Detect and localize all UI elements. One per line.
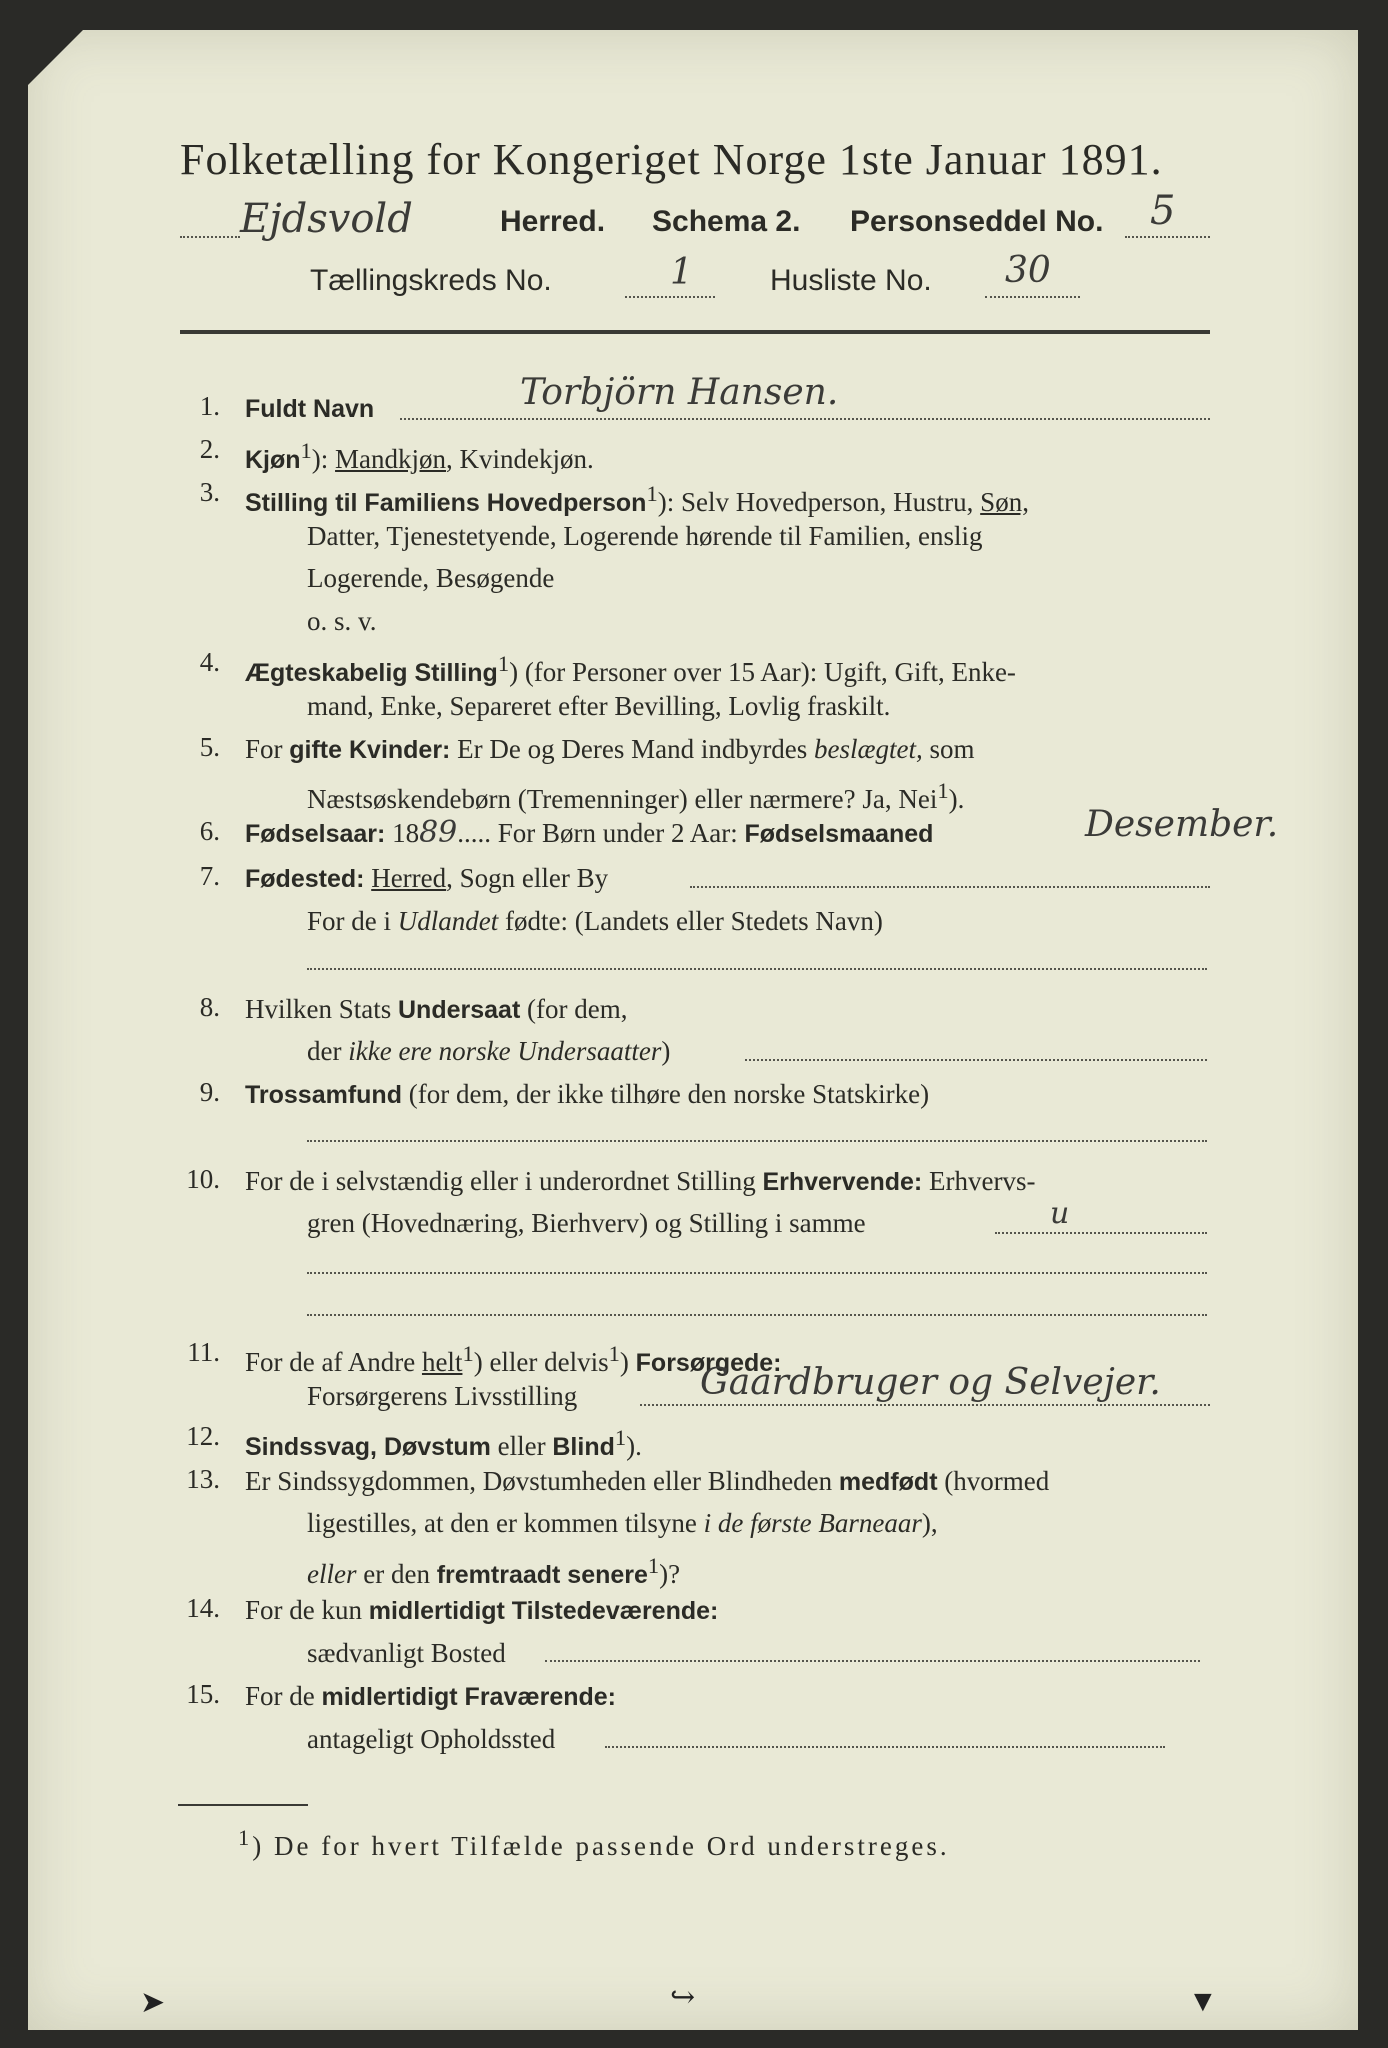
item-15-line-2: antageligt Opholdssted <box>307 1724 556 1754</box>
schema-label: Schema 2. <box>652 205 801 238</box>
item-number-15: 15. <box>186 1679 220 1709</box>
margin-mark-left: ➤ <box>140 1986 166 2019</box>
q7-line2-end: fødte: (Landets eller Stedets Navn) <box>498 906 883 936</box>
item-number-2: 2. <box>199 434 220 464</box>
fremtraadt-senere-label: fremtraadt senere <box>436 1561 648 1589</box>
personseddel-label: Personseddel No. <box>850 205 1104 238</box>
item-11-line-2: Forsørgerens Livsstilling <box>307 1381 578 1411</box>
stilling-text: ): Selv Hovedperson, Hustru, <box>657 487 981 517</box>
item-number-12: 12. <box>186 1421 220 1451</box>
q5-line2-text: Næstsøskendebørn (Tremenninger) eller nærmere? Ja, Nei <box>307 784 938 814</box>
fuldt-navn-label: Fuldt Navn <box>245 395 375 423</box>
item-13-line-3 <box>307 1549 680 1592</box>
q6-text: For Børn under 2 Aar: <box>491 818 745 848</box>
footnote-ref: 1 <box>300 438 312 463</box>
item-10-line-4-dots <box>307 1314 1207 1316</box>
mandkjon-option: Mandkjøn <box>335 444 447 474</box>
item-number-4: 4. <box>199 647 220 677</box>
item-8-line-2 <box>307 1034 670 1068</box>
q5-text-end: som <box>922 734 975 764</box>
item-10-line-2: gren (Hovednæring, Bierhverv) og Stilling i samme <box>307 1208 866 1238</box>
item-6-line: Fødselsaar: 1889..... For Børn under 2 Aar: Fødselsmaaned <box>245 815 934 850</box>
item-11-dots <box>640 1404 1210 1406</box>
aegteskabelig-text: ) (for Personer over 15 Aar): Ugift, Gift, Enke- <box>509 657 1016 687</box>
item-number-8: 8. <box>199 992 220 1022</box>
footnote-ref: 1 <box>462 1341 474 1366</box>
item-4-line-1 <box>245 647 1016 690</box>
footnote-ref: 1 <box>646 481 658 506</box>
stilling-label: Stilling til Familiens Hovedperson <box>245 489 647 517</box>
item-number-7: 7. <box>199 861 220 891</box>
medfodt-label: medfødt <box>838 1468 938 1496</box>
occupation-value: u <box>1050 1196 1070 1231</box>
birth-month-value: Desember. <box>1085 804 1279 845</box>
item-1-label <box>245 391 374 426</box>
folded-corner <box>28 30 83 85</box>
form-title: Folketælling for Kongeriget Norge 1ste Januar 1891. <box>180 135 1163 184</box>
footnote-ref: 1 <box>614 1425 627 1450</box>
herred-option: Herred <box>371 863 447 893</box>
q13-line3-text: er den <box>356 1559 437 1589</box>
item-15-line-1 <box>245 1679 616 1714</box>
year-prefix: 18 <box>385 818 420 848</box>
aegteskabelig-label: Ægteskabelig Stilling <box>245 659 498 687</box>
q11-text: For de af Andre <box>245 1347 422 1377</box>
item-3-line-4: o. s. v. <box>307 606 377 636</box>
item-7-line-2 <box>307 904 883 938</box>
beslaegtet-word: beslægtet, <box>814 734 923 764</box>
kreds-dots <box>625 296 715 298</box>
q12-text: eller <box>490 1431 553 1461</box>
fodselsaar-label: Fødselsaar: <box>245 820 386 848</box>
item-number-10: 10. <box>186 1164 220 1194</box>
q10-text-end: Erhvervs- <box>922 1166 1036 1196</box>
personseddel-dots <box>1125 236 1210 238</box>
q13-text-end: (hvormed <box>937 1466 1050 1496</box>
item-7-line-3-dots <box>307 968 1207 970</box>
item-7-dots <box>690 886 1210 888</box>
q13-line2-text: ligestilles, at den er kommen tilsyne <box>307 1508 704 1538</box>
birth-year-value: 89 <box>419 815 458 850</box>
footnote-ref: 1 <box>608 1341 620 1366</box>
item-10-line-1 <box>245 1164 1035 1199</box>
q13-line2-end: ), <box>921 1508 938 1538</box>
item-14-dots <box>545 1660 1200 1662</box>
q7-rest: , Sogn eller By <box>446 863 609 893</box>
footnote-ref: 1 <box>497 651 510 676</box>
item-8-dots <box>745 1059 1207 1061</box>
footnote-text: ) De for hvert Tilfælde passende Ord understreges. <box>252 1831 950 1861</box>
footnote-rule <box>178 1804 308 1806</box>
q11-text-mid: ) eller delvis <box>473 1347 609 1377</box>
forsorgede-label: Forsørgede: <box>635 1349 782 1377</box>
husliste-label: Husliste No. <box>770 264 932 297</box>
kreds-label: Tællingskreds No. <box>310 264 552 297</box>
blind-label: Blind <box>552 1433 615 1461</box>
q8-line2-text: der <box>307 1036 349 1066</box>
item-3-line-3: Logerende, Besøgende <box>307 563 555 593</box>
erhvervende-label: Erhvervende: <box>762 1168 923 1196</box>
ikke-norske-phrase: ikke ere norske Undersaatter <box>348 1036 662 1066</box>
q9-text: (for dem, der ikke tilhøre den norske Statskirke) <box>401 1079 930 1109</box>
item-9-line-1 <box>245 1077 929 1112</box>
personseddel-value: 5 <box>1150 188 1176 234</box>
footnote-ref: 1 <box>937 778 949 803</box>
margin-mark-center: ↪ <box>670 1981 696 2014</box>
item-12-line <box>245 1421 642 1464</box>
q7-line2-text: For de i <box>307 906 398 936</box>
q5-end: ). <box>948 784 965 814</box>
q8-text-end: (for dem, <box>520 994 628 1024</box>
eller-word: eller <box>307 1559 357 1589</box>
gifte-kvinder-label: gifte Kvinder: <box>289 736 451 764</box>
helt-option: helt <box>421 1347 463 1377</box>
q12-end: ). <box>626 1431 642 1461</box>
tilstedevaerende-label: midlertidigt Tilstedeværende: <box>368 1597 719 1625</box>
item-3-line-1 <box>245 477 1029 520</box>
item-15-dots <box>605 1746 1165 1748</box>
item-1-dots <box>400 418 1210 420</box>
sindssvag-label: Sindssvag, Døvstum <box>245 1433 491 1461</box>
margin-mark-right: ▼ <box>1188 1985 1218 2018</box>
item-number-13: 13. <box>186 1464 220 1494</box>
separator: ): <box>311 444 336 474</box>
item-2-text <box>245 434 594 477</box>
kreds-value: 1 <box>670 252 693 293</box>
footnote-marker: 1 <box>238 1825 253 1850</box>
husliste-value: 30 <box>1005 250 1051 291</box>
item-number-6: 6. <box>199 816 220 846</box>
item-number-1: 1. <box>199 391 220 421</box>
q13-text: Er Sindssygdommen, Døvstumheden eller Blindheden <box>245 1466 839 1496</box>
item-3-line-2: Datter, Tjenestetyende, Logerende hørende til Familien, enslig <box>307 521 983 551</box>
for-text: For <box>245 734 290 764</box>
kjon-rest: , Kvindekjøn. <box>446 444 594 474</box>
trossamfund-label: Trossamfund <box>245 1081 402 1109</box>
item-5-line-2 <box>307 774 964 816</box>
item-number-11: 11. <box>187 1337 220 1367</box>
kjon-label: Kjøn <box>245 446 301 474</box>
forste-barneaar-phrase: i de første Barneaar <box>703 1508 922 1538</box>
item-number-9: 9. <box>199 1077 220 1107</box>
q8-text: Hvilken Stats <box>245 994 398 1024</box>
header-rule <box>180 330 1210 334</box>
item-13-line-1 <box>245 1464 1049 1499</box>
herred-value: Ejdsvold <box>240 196 413 242</box>
fodested-label: Fødested: <box>245 865 365 893</box>
item-number-14: 14. <box>186 1593 220 1623</box>
footnote <box>238 1825 950 1862</box>
item-5-line-1 <box>245 732 975 767</box>
son-option: Søn, <box>980 487 1029 517</box>
item-8-line-1 <box>245 992 627 1027</box>
husliste-dots <box>985 296 1080 298</box>
q10-text: For de i selvstændig eller i underordnet Stilling <box>245 1166 763 1196</box>
herred-label: Herred. <box>500 205 606 238</box>
item-10-dots <box>995 1232 1207 1234</box>
item-number-5: 5. <box>199 732 220 762</box>
item-13-line-2 <box>307 1506 938 1540</box>
item-10-line-3-dots <box>307 1272 1207 1274</box>
q13-end: )? <box>659 1559 681 1589</box>
footnote-ref: 1 <box>647 1553 660 1578</box>
fravaerende-label: midlertidigt Fraværende: <box>321 1683 616 1711</box>
undersaat-label: Undersaat <box>398 996 521 1024</box>
item-14-line-1 <box>245 1593 718 1628</box>
item-7-line-1 <box>245 861 608 896</box>
udlandet-word: Udlandet <box>397 906 499 936</box>
provider-occupation-value: Gaardbruger og Selvejer. <box>700 1362 1161 1403</box>
item-9-dots <box>307 1140 1207 1142</box>
q11-sep: ) <box>619 1347 636 1377</box>
full-name-value: Torbjörn Hansen. <box>520 372 839 413</box>
fodselsmaaned-label: Fødselsmaaned <box>744 820 934 848</box>
item-4-line-2: mand, Enke, Separeret efter Bevilling, Lovlig fraskilt. <box>307 691 891 721</box>
item-number-3: 3. <box>199 477 220 507</box>
q14-text: For de kun <box>245 1595 369 1625</box>
item-14-line-2: sædvanligt Bosted <box>307 1638 506 1668</box>
herred-dots <box>180 236 240 238</box>
q8-line2-end: ) <box>661 1036 671 1066</box>
q15-text: For de <box>245 1681 322 1711</box>
q5-text: Er De og Deres Mand indbyrdes <box>450 734 815 764</box>
